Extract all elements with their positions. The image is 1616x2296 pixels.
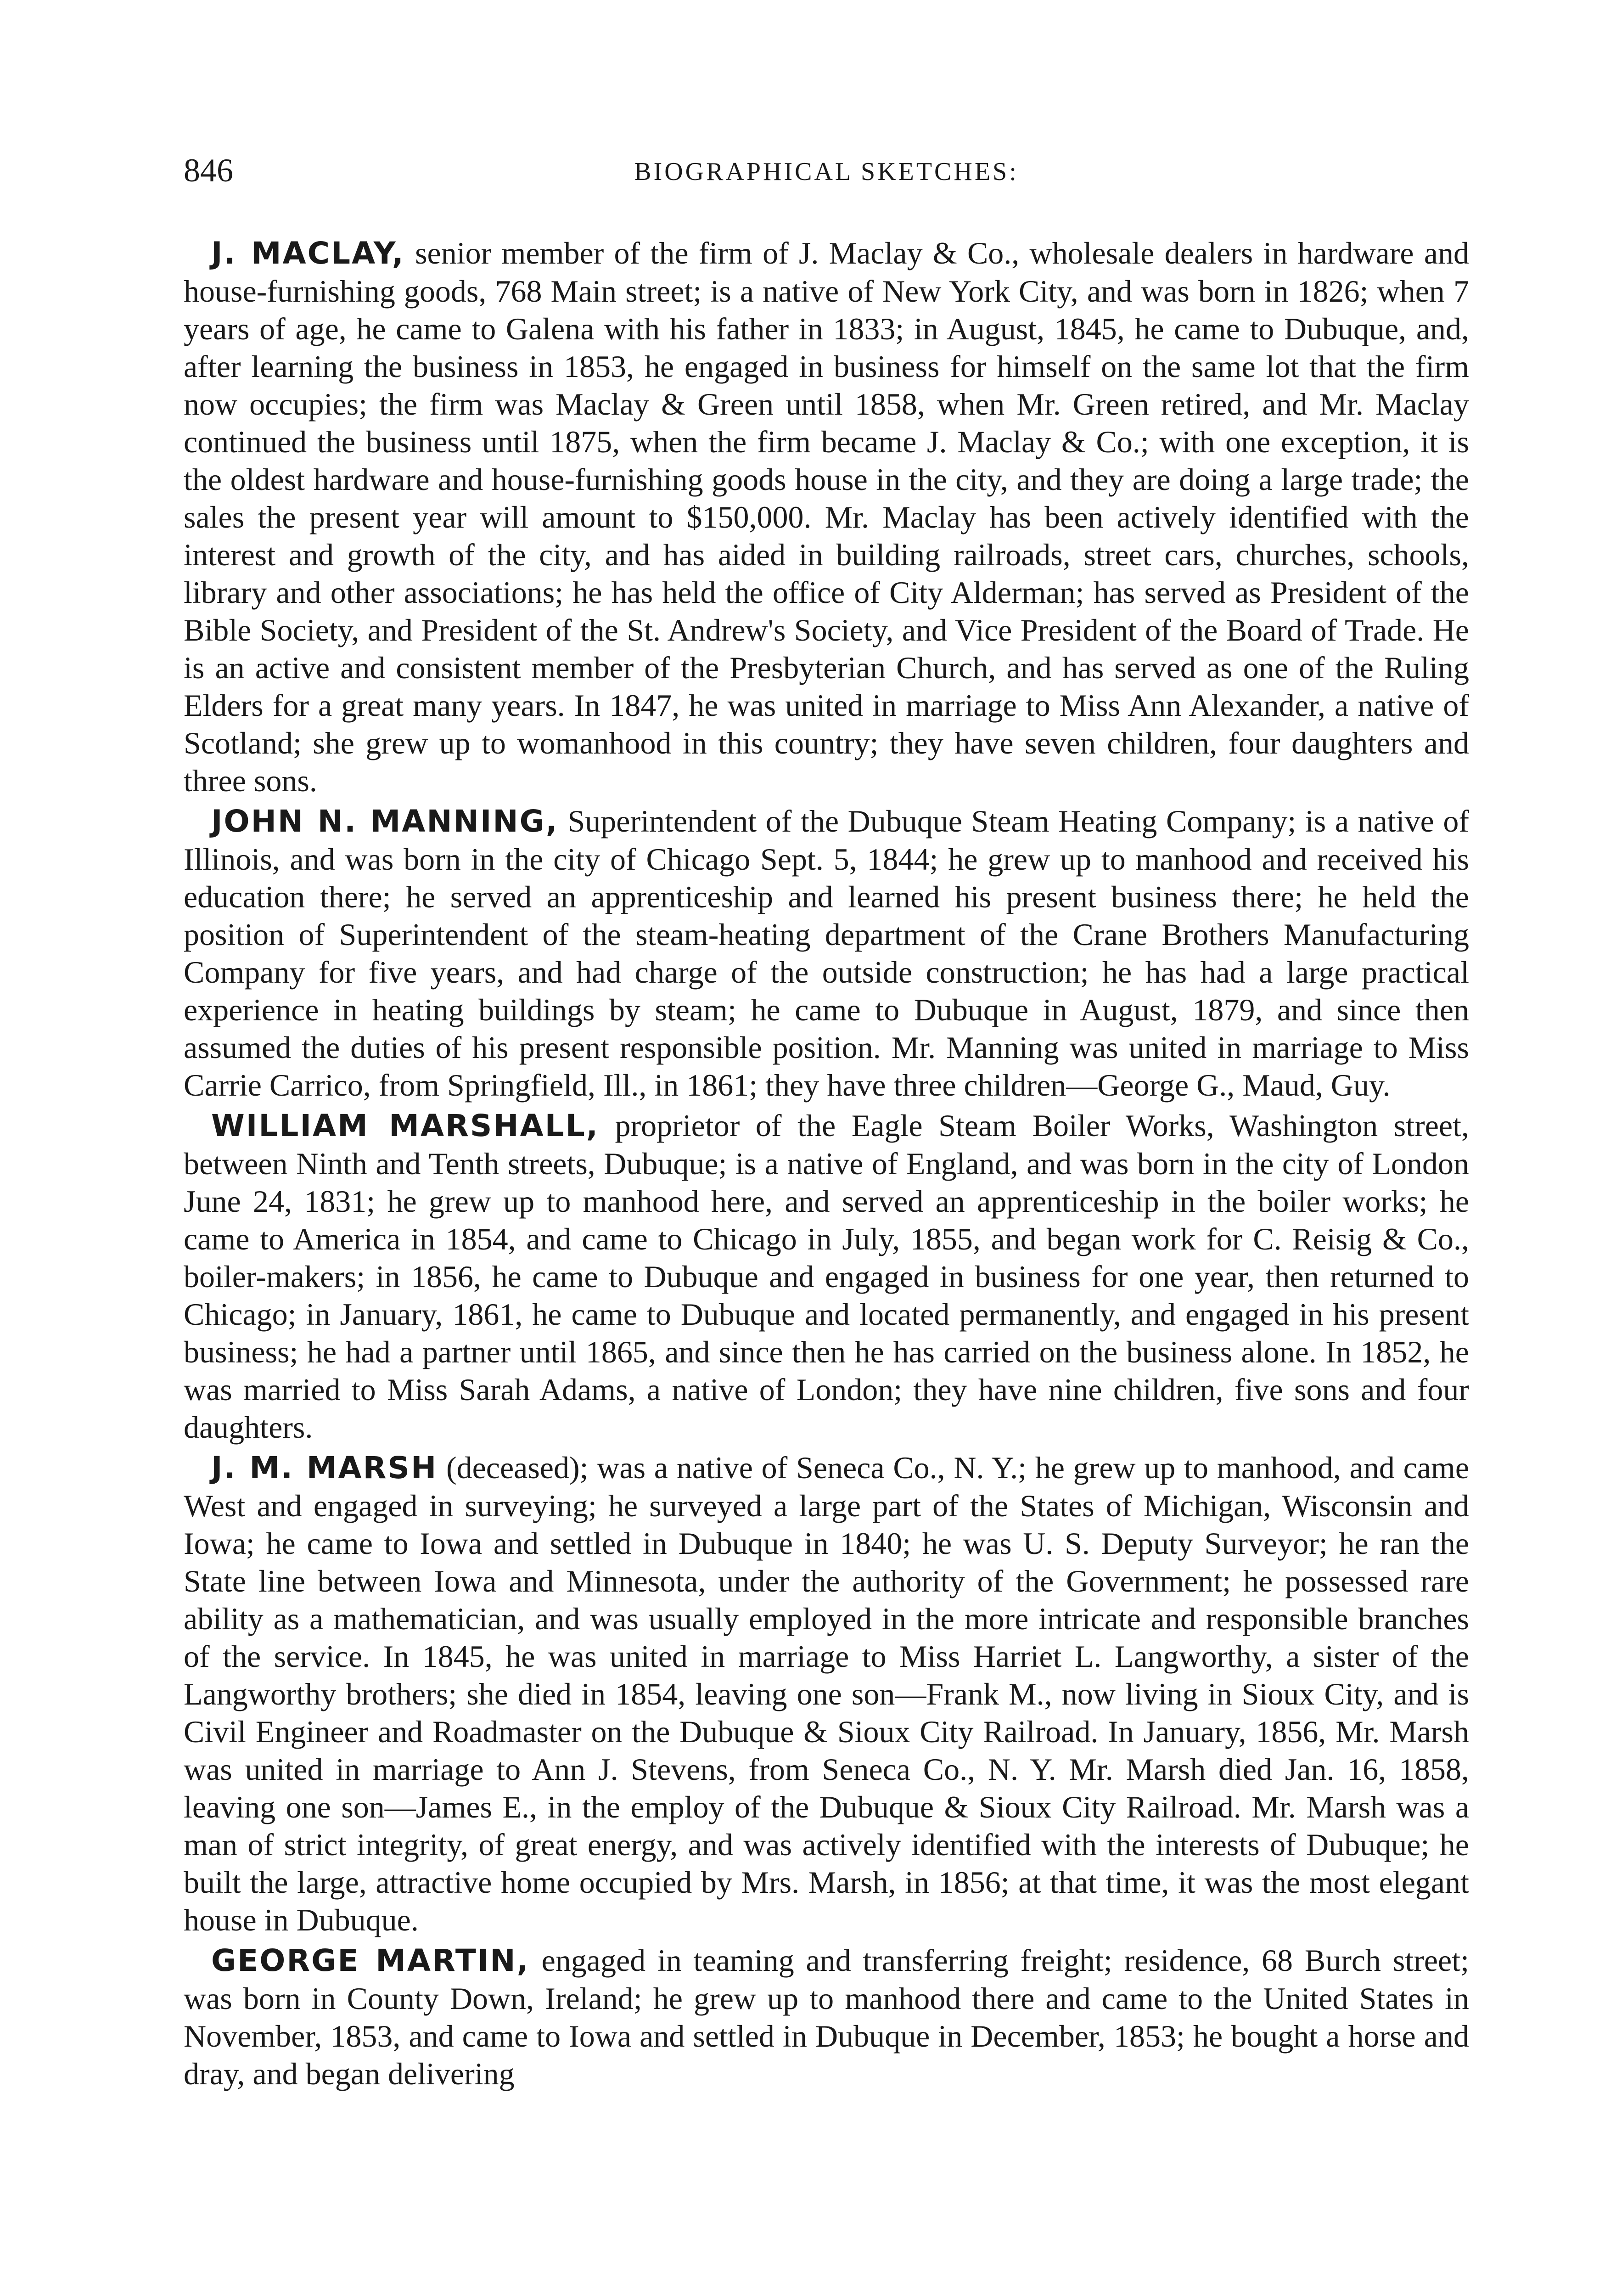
sketch-text: senior member of the firm of J. Maclay & Co., wholesale dealers in hardware and house-furnishing goods, 768 Main street; is a native of New York City, and was born in 1826; when 7 years of age, he came to Galena with his father in 1833; in August, 1845, he came to Dubuque, and, after learning the business in 1853, he engaged in business for himself on the same lot that the firm now occupies; the firm was Maclay & Green until 1858, when Mr. Green retired, and Mr. Maclay continued the business until 1875, when the firm became J. Maclay & Co.; with one exception, it is the oldest hardware and house-furnishing goods house in the city, and they are doing a large trade; the sales the present year will amount to $150,000. Mr. Maclay has been actively identified with the interest and growth of the city, and has aided in building railroads, street cars, churches, schools, library and other associations; he has held the office of City Alderman; has served as President of the Bible Society, and President of the St. Andrew's Society, and Vice President of the Board of Trade. He is an active and consistent member of the Presbyterian Church, and has served as one of the Ruling Elders for a great many years. In 1847, he was united in marriage to Miss Ann Alexander, a native of Scotland; she grew up to womanhood in this country; they have seven children, four daughters and three sons. xyxy=(184,236,1470,798)
sketch-text: Superintendent of the Dubuque Steam Heating Company; is a native of Illinois, and was born in the city of Chicago Sept. 5, 1844; he grew up to manhood and received his education there; he served an apprenticeship and learned his present business there; he held the position of Superintendent of the steam-heating department of the Crane Brothers Manufacturing Company for five years, and had charge of the outside construction; he has had a large practical experience in heating buildings by steam; he came to Dubuque in August, 1879, and since then assumed the duties of his present responsible position. Mr. Manning was united in marriage to Miss Carrie Carrico, from Springfield, Ill., in 1861; they have three children—George G., Maud, Guy. xyxy=(184,804,1469,1103)
page-number: 846 xyxy=(184,152,233,189)
sketch-manning xyxy=(184,802,1469,1104)
sketch-name: J. MACLAY, xyxy=(211,236,405,271)
sketch-text: (deceased); was a native of Seneca Co., N. Y.; he grew up to manhood, and came West and engaged in surveying; he surveyed a large part of the States of Michigan, Wisconsin and Iowa; he came to Iowa and settled in Dubuque in 1840; he was U. S. Deputy Surveyor; he ran the State line between Iowa and Minnesota, under the authority of the Government; he possessed rare ability as a mathematician, and was usually employed in the more intricate and responsible branches of the service. In 1845, he was united in marriage to Miss Harriet L. Langworthy, a sister of the Langworthy brothers; she died in 1854, leaving one son—Frank M., now living in Sioux City, and is Civil Engineer and Roadmaster on the Dubuque & Sioux City Railroad. In January, 1856, Mr. Marsh was united in marriage to Ann J. Stevens, from Seneca Co., N. Y. Mr. Marsh died Jan. 16, 1858, leaving one son—James E., in the employ of the Dubuque & Sioux City Railroad. Mr. Marsh was a man of strict integrity, of great energy, and was actively identified with the interests of Dubuque; he built the large, attractive home occupied by Mrs. Marsh, in 1856; at that time, it was the most elegant house in Dubuque. xyxy=(184,1450,1470,1937)
running-header xyxy=(184,152,1469,207)
sketch-text: proprietor of the Eagle Steam Boiler Works, Washington street, between Ninth and Tenth streets, Dubuque; is a native of England, and was born in the city of London June 24, 1831; he grew up to manhood here, and served an apprenticeship in the boiler works; he came to America in 1854, and came to Chicago in July, 1855, and began work for C. Reisig & Co., boiler-makers; in 1856, he came to Dubuque and engaged in business for one year, then returned to Chicago; in January, 1861, he came to Dubuque and located permanently, and engaged in his present business; he had a partner until 1865, and since then he has carried on the business alone. In 1852, he was married to Miss Sarah Adams, a native of London; they have nine children, five sons and four daughters. xyxy=(184,1108,1469,1445)
sketch-marsh xyxy=(184,1449,1469,1939)
section-title: BIOGRAPHICAL SKETCHES: xyxy=(634,158,1019,186)
sketch-name: JOHN N. MANNING, xyxy=(211,804,559,839)
document-page xyxy=(184,152,1469,2095)
sketch-maclay xyxy=(184,234,1469,799)
sketch-name: WILLIAM MARSHALL, xyxy=(211,1108,599,1143)
sketch-name: J. M. MARSH xyxy=(211,1450,438,1486)
sketch-marshall xyxy=(184,1107,1469,1446)
sketch-text: engaged in teaming and transferring freight; residence, 68 Burch street; was born in County Down, Ireland; he grew up to manhood there and came to the United States in November, 1853, and came to Iowa and settled in Dubuque in December, 1853; he bought a horse and dray, and began delivering xyxy=(184,1943,1470,2091)
sketch-name: GEORGE MARTIN, xyxy=(211,1943,530,1978)
sketch-martin xyxy=(184,1941,1469,2093)
